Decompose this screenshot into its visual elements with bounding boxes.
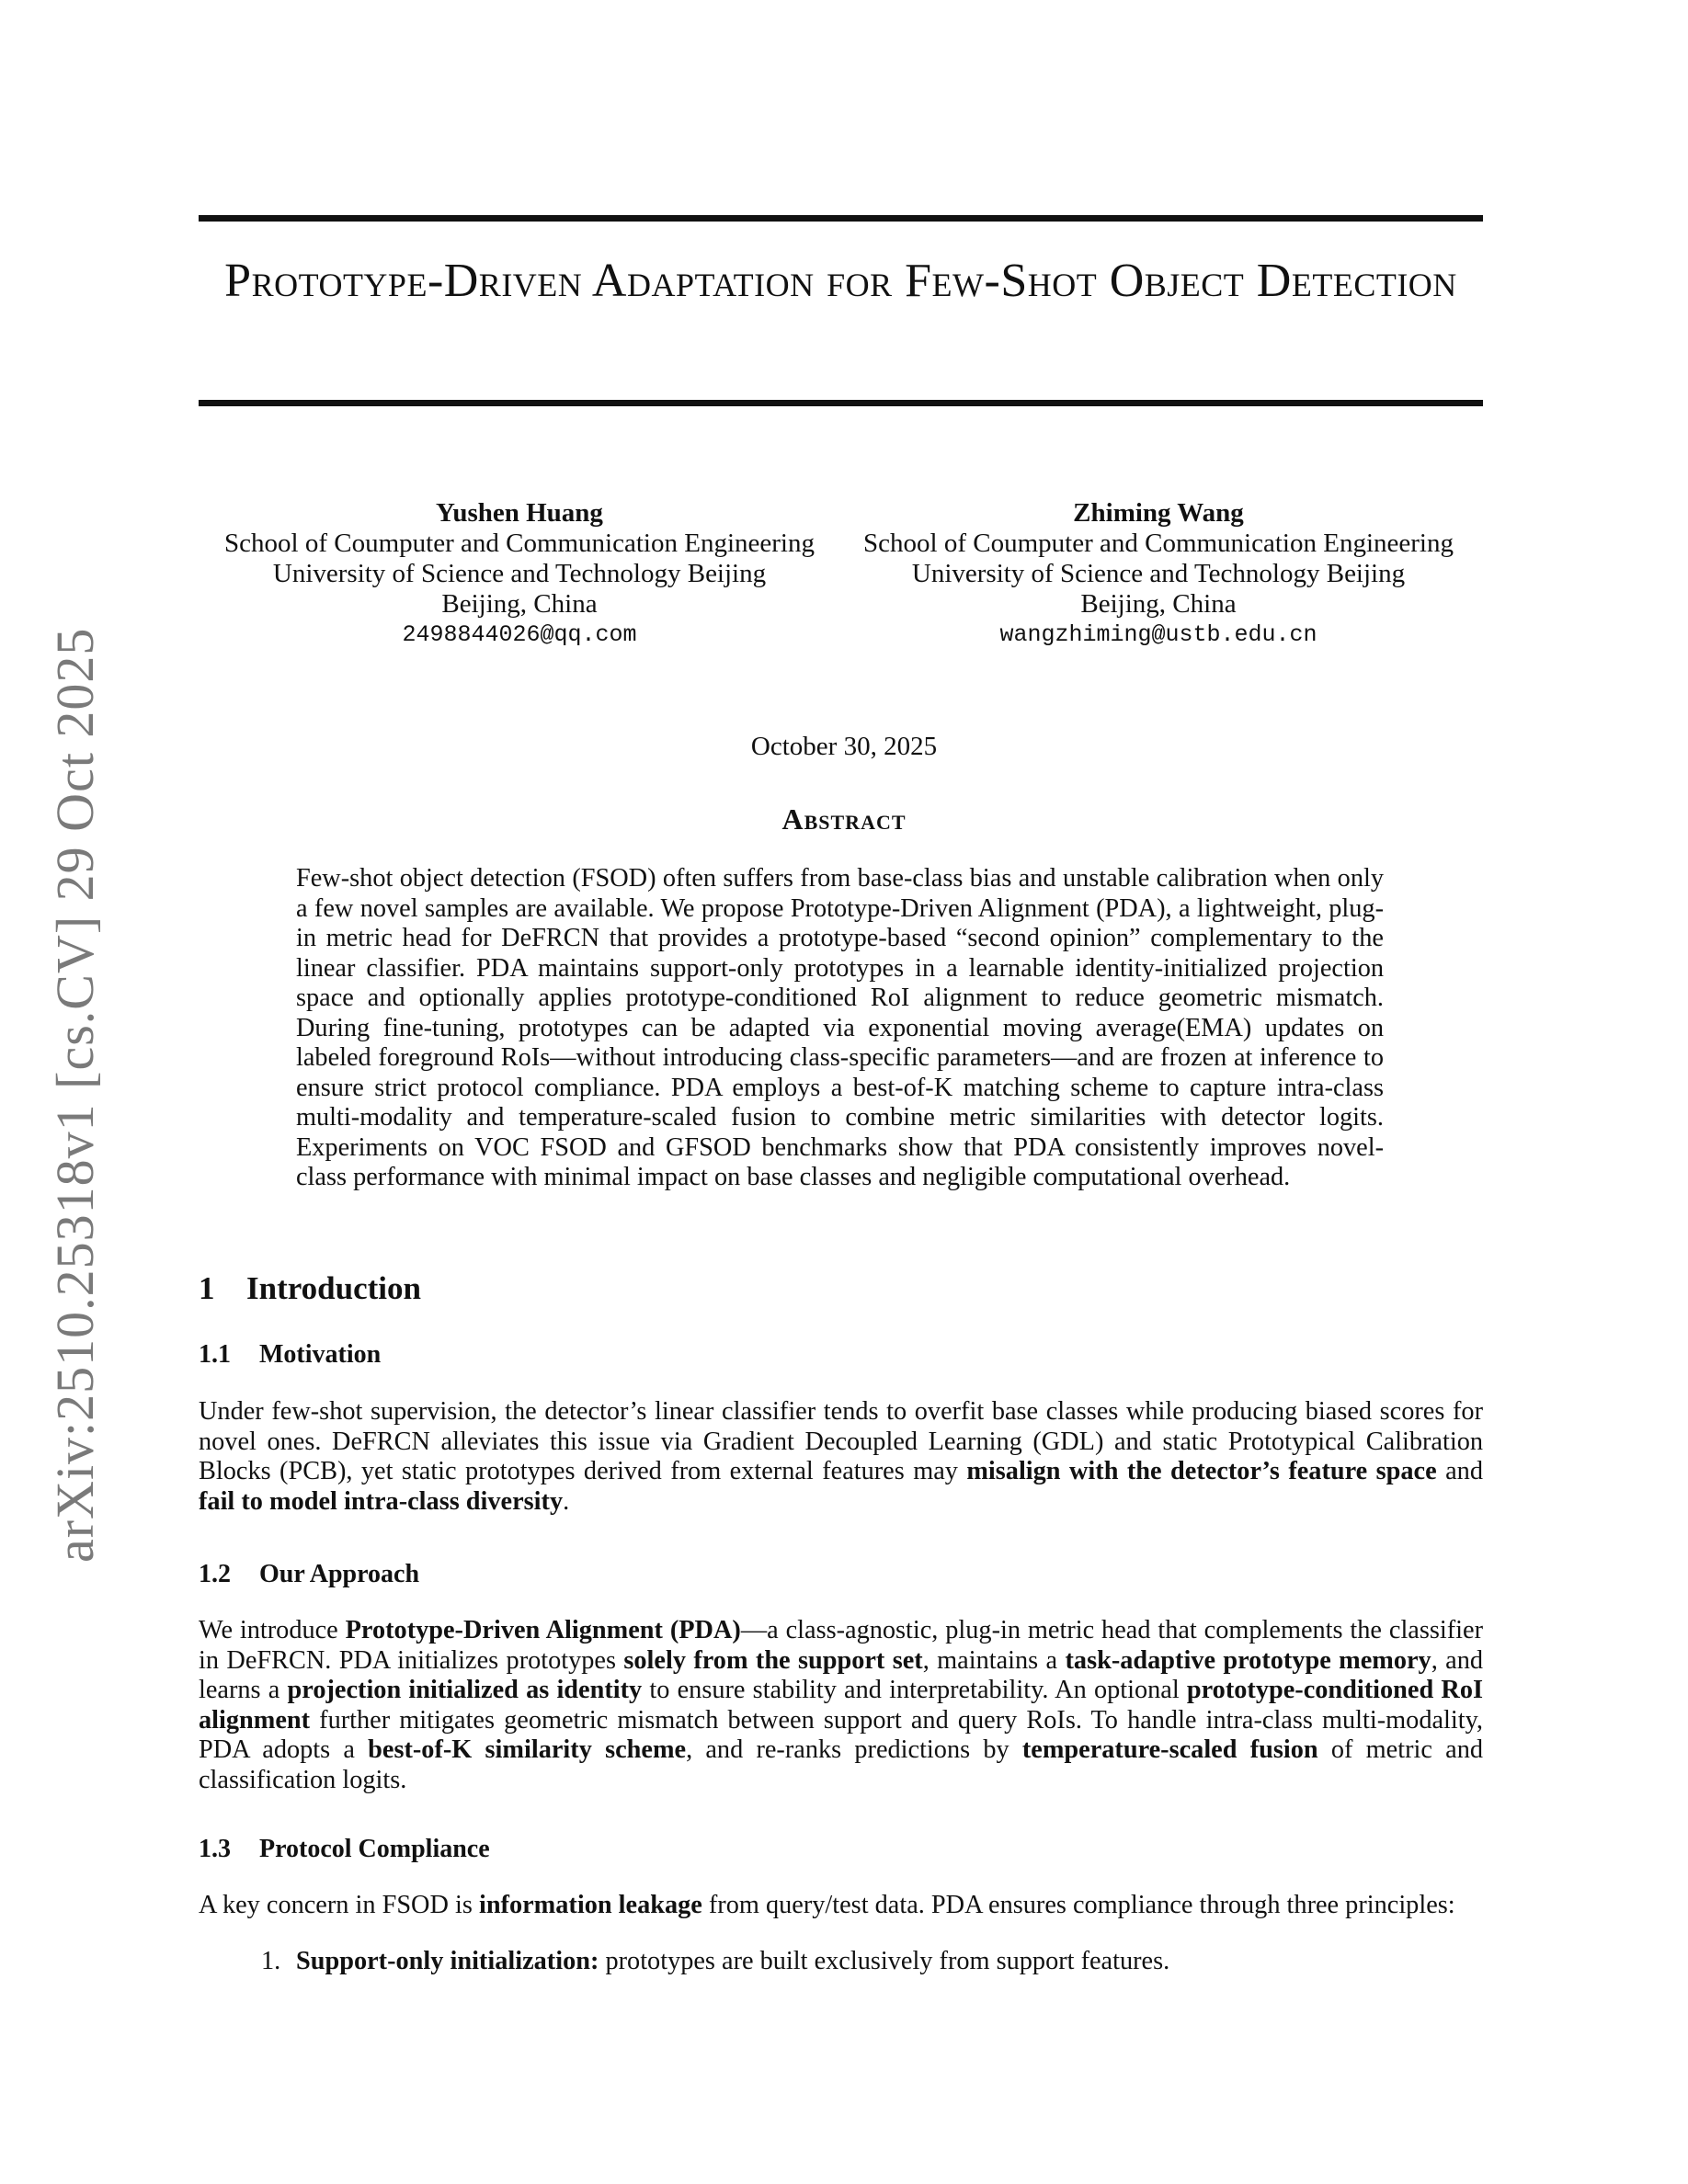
author-university: University of Science and Technology Beijing xyxy=(272,559,767,588)
bold-run: best-of-K similarity scheme xyxy=(368,1735,687,1764)
approach-paragraph xyxy=(199,1616,1483,1795)
abstract-heading: Abstract xyxy=(781,802,907,836)
bold-run: projection initialized as identity xyxy=(287,1676,643,1704)
paper-title: Prototype-Driven Adaptation for Few-Shot Object Detection xyxy=(224,255,1457,307)
text-run: , and re-ranks predictions by xyxy=(686,1735,1022,1764)
section-title: Introduction xyxy=(246,1270,421,1306)
text-run: , and learns a xyxy=(199,1645,1483,1704)
text-run: A key concern in FSOD is xyxy=(199,1891,479,1919)
text-run: further mitigates geometric mismatch between support and query RoIs. To handle intra-class multi-modality, PDA adopts a xyxy=(199,1705,1483,1764)
subsection-title: Our Approach xyxy=(259,1560,420,1588)
principles-list xyxy=(199,1947,1483,1977)
paper-date: October 30, 2025 xyxy=(750,732,938,761)
author-name: Yushen Huang xyxy=(436,498,603,528)
text-run: We introduce xyxy=(199,1616,346,1644)
subsection-number: 1.3 xyxy=(199,1835,231,1863)
author-2 xyxy=(827,498,1489,650)
title-rule-top xyxy=(199,215,1483,222)
text-run: to ensure stability and interpretability. An optional xyxy=(642,1676,1187,1704)
section-heading-introduction xyxy=(199,1270,421,1307)
author-email[interactable]: wangzhiming@ustb.edu.cn xyxy=(999,621,1317,648)
bold-run: task-adaptive prototype memory xyxy=(1065,1645,1431,1675)
motivation-paragraph xyxy=(199,1397,1483,1517)
bold-run: information leakage xyxy=(478,1891,702,1919)
text-run: Under few-shot supervision, the detector’s linear classifier tends to overfit base classes while producing biased scores for novel ones. DeFRCN alleviates this issue via Gradient Decoupled Learning (GDL) and static Prototypical Calibration Blocks (PCB), yet static prototypes derived from external features may xyxy=(199,1397,1483,1485)
list-item-bold: Support-only initialization: xyxy=(296,1947,599,1975)
protocol-paragraph xyxy=(199,1891,1483,1921)
subsection-number: 1.1 xyxy=(199,1340,231,1369)
author-email[interactable]: 2498844026@qq.com xyxy=(402,621,637,648)
subsection-heading-protocol-compliance xyxy=(199,1835,490,1864)
bold-run: temperature-scaled fusion xyxy=(1021,1735,1318,1764)
author-department: School of Coumputer and Communication Engineering xyxy=(224,529,815,558)
author-location: Beijing, China xyxy=(1080,589,1237,619)
list-item-text: prototypes are built exclusively from support features. xyxy=(599,1947,1170,1975)
author-location: Beijing, China xyxy=(441,589,598,619)
section-number: 1 xyxy=(199,1270,215,1306)
subsection-heading-our-approach xyxy=(199,1560,419,1589)
arxiv-stamp[interactable]: arXiv:2510.25318v1 [cs.CV] 29 Oct 2025 xyxy=(45,627,105,1563)
text-run: —a class-agnostic, plug-in metric head that complements the classifier in DeFRCN. PDA initializes prototypes xyxy=(199,1616,1484,1675)
text-run: of metric and classification logits. xyxy=(199,1735,1483,1794)
author-university: University of Science and Technology Beijing xyxy=(911,559,1406,588)
bold-run: fail to model intra-class diversity xyxy=(199,1486,564,1516)
bold-run: Prototype-Driven Alignment (PDA) xyxy=(345,1616,741,1644)
author-name: Zhiming Wang xyxy=(1073,498,1244,528)
bold-run: misalign with the detector’s feature space xyxy=(966,1457,1437,1485)
bold-run: prototype-conditioned RoI alignment xyxy=(199,1676,1484,1735)
author-department: School of Coumputer and Communication Engineering xyxy=(863,529,1454,558)
text-run: . xyxy=(563,1486,570,1516)
text-run: from query/test data. PDA ensures compliance through three principles: xyxy=(701,1891,1455,1919)
list-item xyxy=(199,1947,1483,1977)
subsection-title: Motivation xyxy=(259,1340,382,1369)
text-run: and xyxy=(1436,1457,1483,1485)
author-1 xyxy=(188,498,850,650)
bold-run: solely from the support set xyxy=(623,1645,923,1675)
subsection-number: 1.2 xyxy=(199,1560,231,1588)
title-rule-bottom xyxy=(199,400,1483,406)
text-run: , maintains a xyxy=(922,1645,1066,1675)
abstract-text: Few-shot object detection (FSOD) often suffers from base-class bias and unstable calibration when only a few novel samples are available. We propose Prototype-Driven Alignment (PDA), a lightweight, plug-in metric head for DeFRCN that provides a prototype-based “second opinion” complementary to the linear classifier. PDA maintains support-only prototypes in a learnable identity-initialized projection space and optionally applies prototype-conditioned RoI alignment to reduce geometric mismatch. During fine-tuning, prototypes can be adapted via exponential moving average(EMA) updates on labeled foreground RoIs—without introducing class-specific parameters—and are frozen at inference to ensure strict protocol compliance. PDA employs a best-of-K matching scheme to capture intra-class multi-modality and temperature-scaled fusion to combine metric similarities with detector logits. Experiments on VOC FSOD and GFSOD benchmarks show that PDA consistently improves novel-class performance with minimal impact on base classes and negligible computational overhead. xyxy=(296,864,1384,1191)
list-marker: 1. xyxy=(261,1947,281,1975)
subsection-heading-motivation xyxy=(199,1340,381,1370)
subsection-title: Protocol Compliance xyxy=(259,1835,490,1863)
